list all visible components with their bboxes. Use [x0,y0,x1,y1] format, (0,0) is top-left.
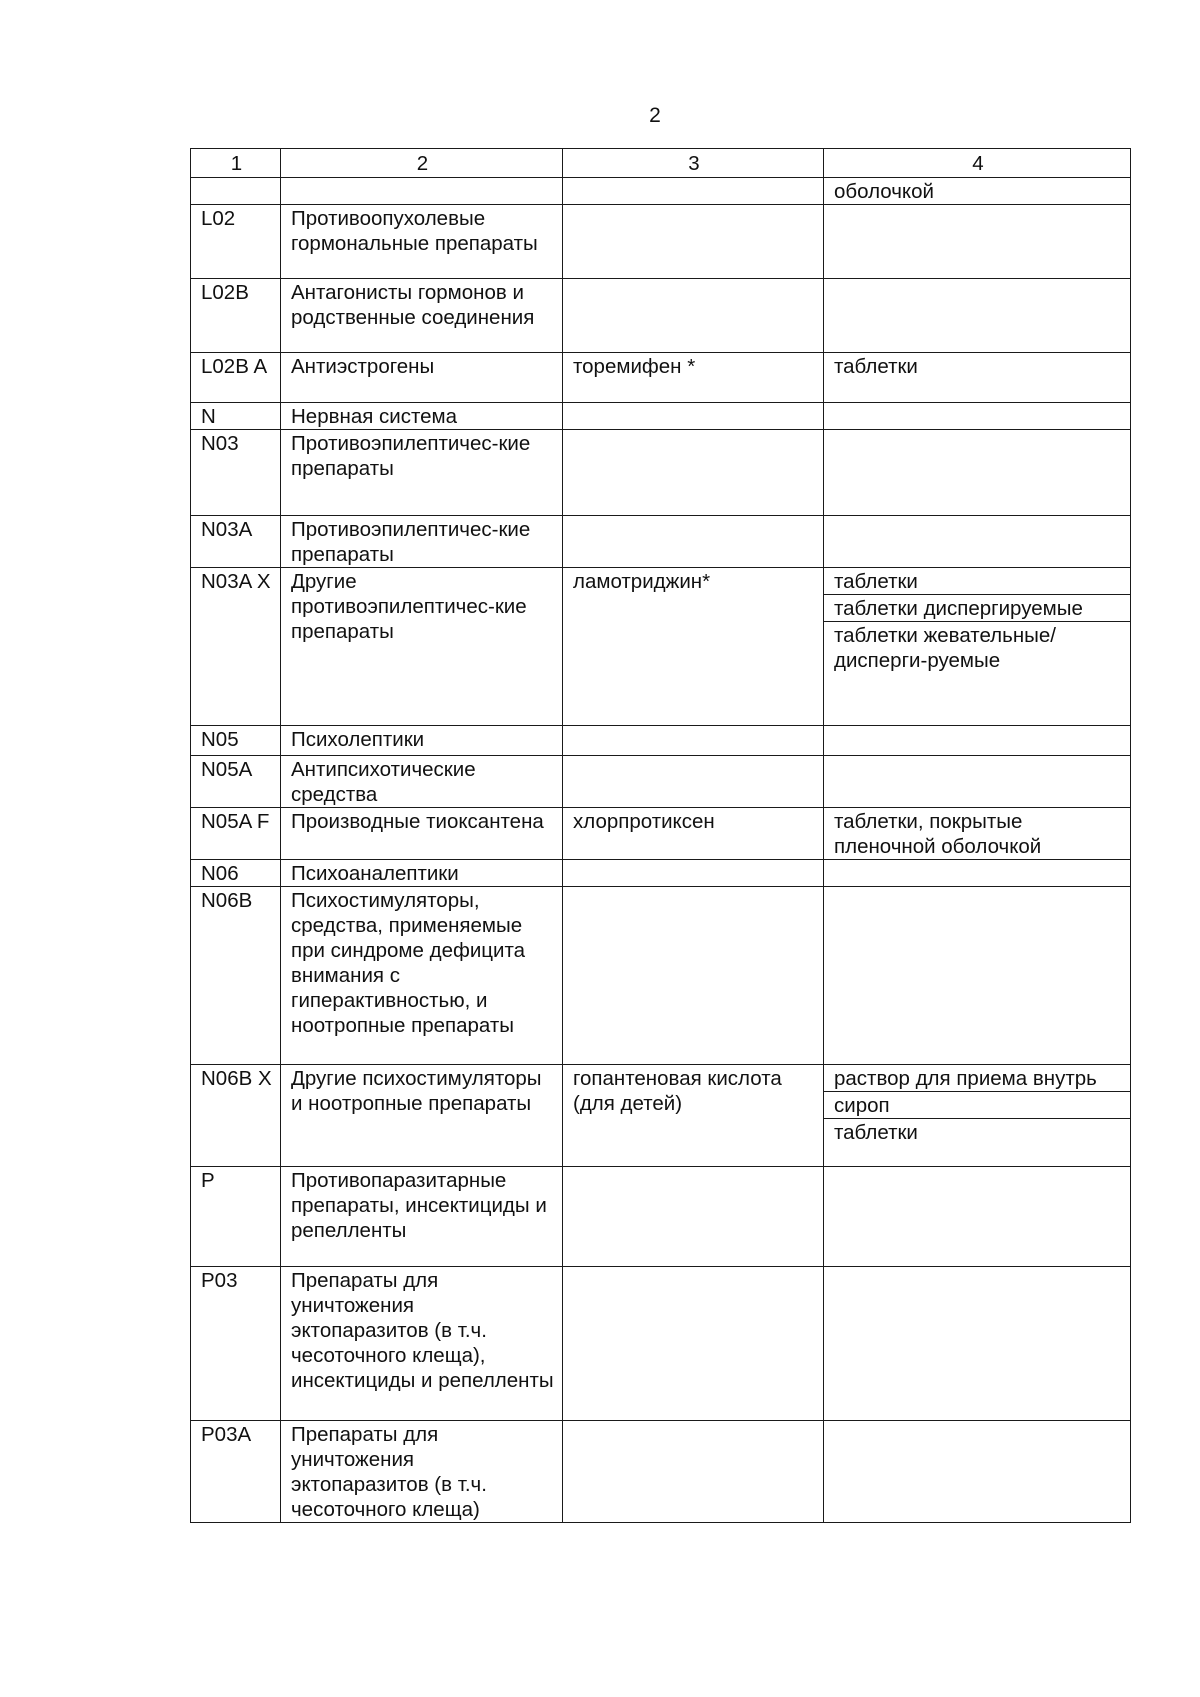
atc-code-cell: P [191,1167,281,1267]
atc-code-cell: N03 [191,430,281,516]
dosage-forms-cell: оболочкой [824,178,1131,205]
dosage-forms-cell [824,279,1131,353]
atc-code-cell: P03A [191,1421,281,1523]
atc-code-cell: N03A [191,516,281,568]
dosage-forms-cell [824,860,1131,887]
drug-name-cell: гопантеновая кислота (для детей) [563,1065,824,1167]
column-header: 1 [191,149,281,178]
dosage-forms-cell: таблетки, покрытые пленочной оболочкой [824,808,1131,860]
dosage-forms-cell: таблетки [824,353,1131,403]
drug-name-cell [563,205,824,279]
drug-name-cell [563,279,824,353]
column-header: 4 [824,149,1131,178]
table-row [191,403,1131,430]
group-name-cell: Противоэпилептичес-кие препараты [281,516,563,568]
table-row [191,887,1131,1065]
dosage-forms-cell [824,1267,1131,1421]
atc-code-cell: P03 [191,1267,281,1421]
atc-code-cell: N06B X [191,1065,281,1167]
dosage-forms-cell [824,1167,1131,1267]
atc-code-cell: L02 [191,205,281,279]
group-name-cell: Психолептики [281,726,563,756]
group-name-cell: Другие психостимуляторы и ноотропные препараты [281,1065,563,1167]
drug-name-cell [563,1421,824,1523]
dosage-form-item: сироп [824,1092,1130,1119]
table-row [191,279,1131,353]
dosage-forms-cell [824,887,1131,1065]
dosage-form-item: таблетки [834,1121,918,1144]
table-row [191,353,1131,403]
group-name-cell: Нервная система [281,403,563,430]
atc-code-cell: L02B [191,279,281,353]
dosage-forms-cell [824,403,1131,430]
dosage-form-item: таблетки жевательные/дисперги-руемые [834,624,1056,672]
table-row [191,1267,1131,1421]
dosage-forms-cell [824,1065,1131,1167]
drug-name-cell: хлорпротиксен [563,808,824,860]
atc-code-cell: N05A F [191,808,281,860]
drug-name-cell [563,756,824,808]
drug-name-cell [563,516,824,568]
group-name-cell: Антагонисты гормонов и родственные соединения [281,279,563,353]
table-row [191,178,1131,205]
group-name-cell: Психоаналептики [281,860,563,887]
atc-code-cell: N06B [191,887,281,1065]
drug-name-cell [563,403,824,430]
dosage-form-item: раствор для приема внутрь [824,1065,1130,1092]
group-name-cell: Противоопухолевые гормональные препараты [281,205,563,279]
drug-name-cell [563,1167,824,1267]
drug-name-cell [563,1267,824,1421]
table-row [191,430,1131,516]
table-row [191,516,1131,568]
atc-code-cell: N05 [191,726,281,756]
table-row [191,1167,1131,1267]
group-name-cell: Другие противоэпилептичес-кие препараты [281,568,563,726]
dosage-forms-list [824,568,1130,673]
drug-name-cell: торемифен * [563,353,824,403]
page-number: 2 [649,104,661,127]
table-row [191,726,1131,756]
group-name-cell: Препараты для уничтожения эктопаразитов (в т.ч. чесоточного клеща) [281,1421,563,1523]
drug-name-cell [563,178,824,205]
drug-name-cell [563,430,824,516]
dosage-forms-list [824,1065,1130,1145]
drug-name-cell [563,726,824,756]
dosage-forms-cell [824,568,1131,726]
table-body [191,149,1131,1523]
dosage-forms-cell [824,430,1131,516]
table-row [191,1421,1131,1523]
dosage-form-item: таблетки [824,568,1130,595]
dosage-forms-cell [824,516,1131,568]
table-row [191,205,1131,279]
dosage-forms-cell [824,756,1131,808]
table-row [191,756,1131,808]
table-row [191,860,1131,887]
group-name-cell: Антипсихотические средства [281,756,563,808]
group-name-cell: Психостимуляторы, средства, применяемые при синдроме дефицита внимания с гиперактивностью, и ноотропные препараты [281,887,563,1065]
dosage-forms-cell [824,205,1131,279]
group-name-cell: Противоэпилептичес-кие препараты [281,430,563,516]
dosage-form-item: таблетки диспергируемые [824,595,1130,622]
atc-code-cell: N03A X [191,568,281,726]
table-row [191,1065,1131,1167]
table-row [191,808,1131,860]
atc-code-cell: N05A [191,756,281,808]
group-name-cell: Препараты для уничтожения эктопаразитов (в т.ч. чесоточного клеща), инсектициды и репелленты [281,1267,563,1421]
table-row [191,568,1131,726]
drug-name-cell [563,860,824,887]
table-header-row [191,149,1131,178]
group-name-cell: Противопаразитарные препараты, инсектициды и репелленты [281,1167,563,1267]
dosage-forms-cell [824,1421,1131,1523]
atc-code-cell: N [191,403,281,430]
drug-name-cell: ламотриджин* [563,568,824,726]
atc-code-cell [191,178,281,205]
atc-code-cell: L02B A [191,353,281,403]
drug-table [190,148,1131,1523]
column-header: 3 [563,149,824,178]
group-name-cell: Производные тиоксантена [281,808,563,860]
drug-name-cell [563,887,824,1065]
group-name-cell [281,178,563,205]
dosage-forms-cell [824,726,1131,756]
column-header: 2 [281,149,563,178]
atc-code-cell: N06 [191,860,281,887]
group-name-cell: Антиэстрогены [281,353,563,403]
